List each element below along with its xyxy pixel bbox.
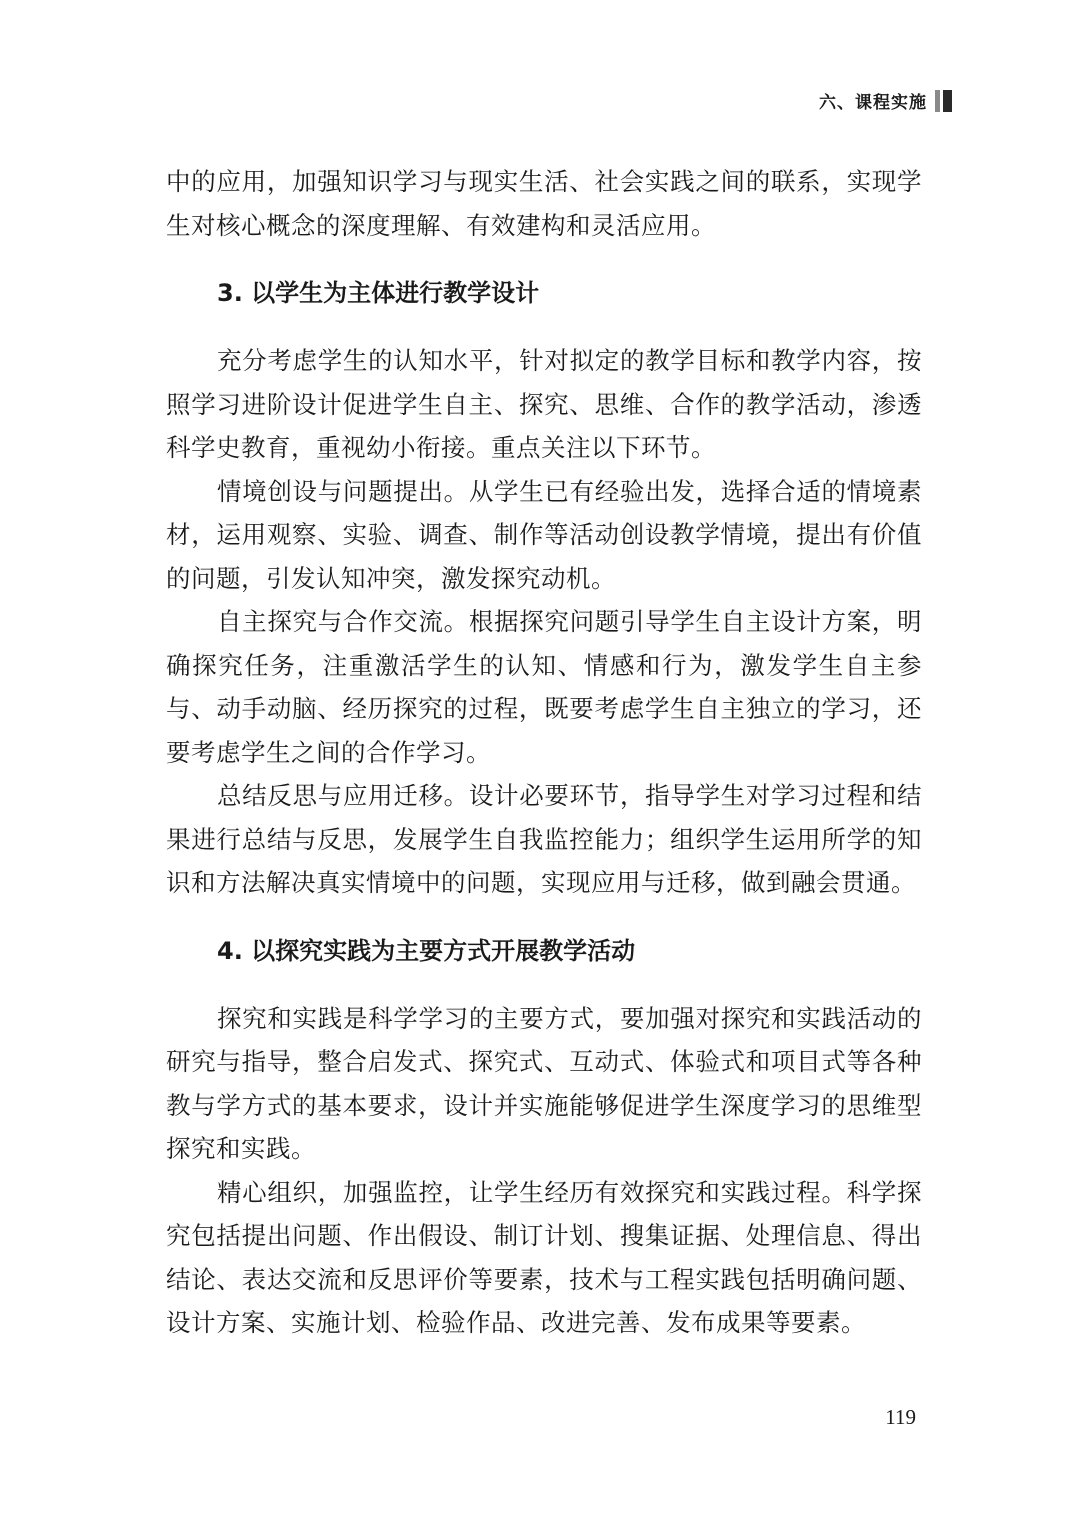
section-3-heading: 3. 以学生为主体进行教学设计: [217, 279, 540, 307]
section-4-paragraph-2: 精心组织，加强监控，让学生经历有效探究和实践过程。科学探究包括提出问题、作出假设、制订计划、搜集证据、处理信息、得出结论、表达交流和反思评价等要素，技术与工程实践包括明确问题、设计方案、实施计划、检验作品、改进完善、发布成果等要素。: [166, 1177, 922, 1337]
section-3-paragraph-2: 情境创设与问题提出。从学生已有经验出发，选择合适的情境素材，运用观察、实验、调查、制作等活动创设教学情境，提出有价值的问题，引发认知冲突，激发探究动机。: [166, 476, 922, 593]
header-bar-thick: [943, 90, 952, 112]
page-number: 119: [885, 1405, 916, 1429]
section-4-heading: 4. 以探究实践为主要方式开展教学活动: [217, 936, 636, 965]
page-body: [166, 160, 922, 1345]
section-3-paragraph-4: 总结反思与应用迁移。设计必要环节，指导学生对学习过程和结果进行总结与反思，发展学生自我监控能力；组织学生运用所学的知识和方法解决真实情境中的问题，实现应用与迁移，做到融会贯通。: [166, 781, 922, 897]
header-bar-icon: [935, 90, 952, 112]
header-bar-thin: [935, 90, 940, 112]
section-title: 六、课程实施: [819, 93, 927, 113]
running-header: [819, 88, 952, 113]
section-3-paragraph-3: 自主探究与合作交流。根据探究问题引导学生自主设计方案，明确探究任务，注重激活学生的认知、情感和行为，激发学生自主参与、动手动脑、经历探究的过程，既要考虑学生自主独立的学习，还要考虑学生之间的合作学习。: [166, 607, 922, 767]
section-3-paragraph-1: 充分考虑学生的认知水平，针对拟定的教学目标和教学内容，按照学习进阶设计促进学生自主、探究、思维、合作的教学活动，渗透科学史教育，重视幼小衔接。重点关注以下环节。: [166, 346, 922, 462]
intro-paragraph: 中的应用，加强知识学习与现实生活、社会实践之间的联系，实现学生对核心概念的深度理解、有效建构和灵活应用。: [166, 167, 922, 240]
section-4-paragraph-1: 探究和实践是科学学习的主要方式，要加强对探究和实践活动的研究与指导，整合启发式、探究式、互动式、体验式和项目式等各种教与学方式的基本要求，设计并实施能够促进学生深度学习的思维型探究和实践。: [166, 1003, 922, 1163]
